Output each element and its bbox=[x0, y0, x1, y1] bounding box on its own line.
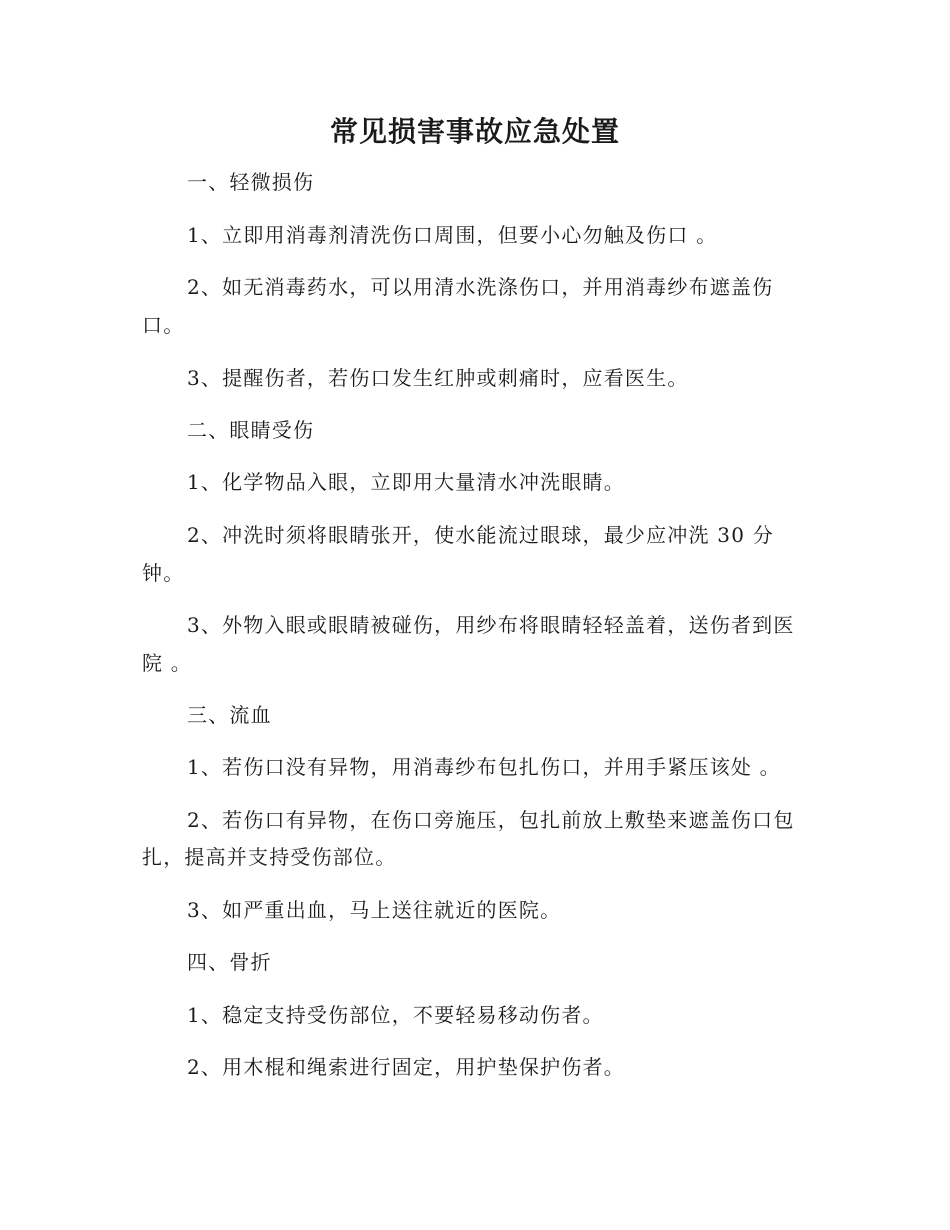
section-heading: 二、眼睛受伤 bbox=[187, 418, 315, 442]
paragraph-line: 2、冲洗时须将眼睛张开，使水能流过眼球，最少应冲洗 30 分 bbox=[187, 523, 774, 547]
section-heading: 三、流血 bbox=[187, 703, 272, 727]
paragraph-line: 扎，提高并支持受伤部位。 bbox=[142, 845, 397, 869]
paragraph-line: 2、若伤口有异物，在伤口旁施压，包扎前放上敷垫来遮盖伤口包 bbox=[187, 808, 795, 832]
paragraph-line: 1、化学物品入眼，立即用大量清水冲洗眼睛。 bbox=[187, 470, 625, 494]
paragraph-line: 3、外物入眼或眼睛被碰伤，用纱布将眼睛轻轻盖着，送伤者到医 bbox=[187, 613, 795, 637]
section-heading: 一、轻微损伤 bbox=[187, 170, 315, 194]
paragraph-line: 2、用木棍和绳索进行固定，用护垫保护伤者。 bbox=[187, 1055, 625, 1079]
paragraph-line: 3、如严重出血，马上送往就近的医院。 bbox=[187, 898, 562, 922]
document-title: 常见损害事故应急处置 bbox=[329, 115, 620, 148]
paragraph-line: 钟。 bbox=[142, 561, 185, 585]
paragraph-line: 1、稳定支持受伤部位，不要轻易移动伤者。 bbox=[187, 1003, 604, 1027]
paragraph-line: 1、若伤口没有异物，用消毒纱布包扎伤口，并用手紧压该处 。 bbox=[187, 755, 781, 779]
section-heading: 四、骨折 bbox=[187, 950, 272, 974]
paragraph-line: 1、立即用消毒剂清洗伤口周围，但要小心勿触及伤口 。 bbox=[187, 223, 718, 247]
paragraph-line: 院 。 bbox=[142, 651, 192, 675]
paragraph-line: 3、提醒伤者，若伤口发生红肿或刺痛时，应看医生。 bbox=[187, 366, 689, 390]
paragraph-line: 2、如无消毒药水，可以用清水洗涤伤口，并用消毒纱布遮盖伤 bbox=[187, 275, 774, 299]
paragraph-line: 口。 bbox=[142, 313, 185, 337]
